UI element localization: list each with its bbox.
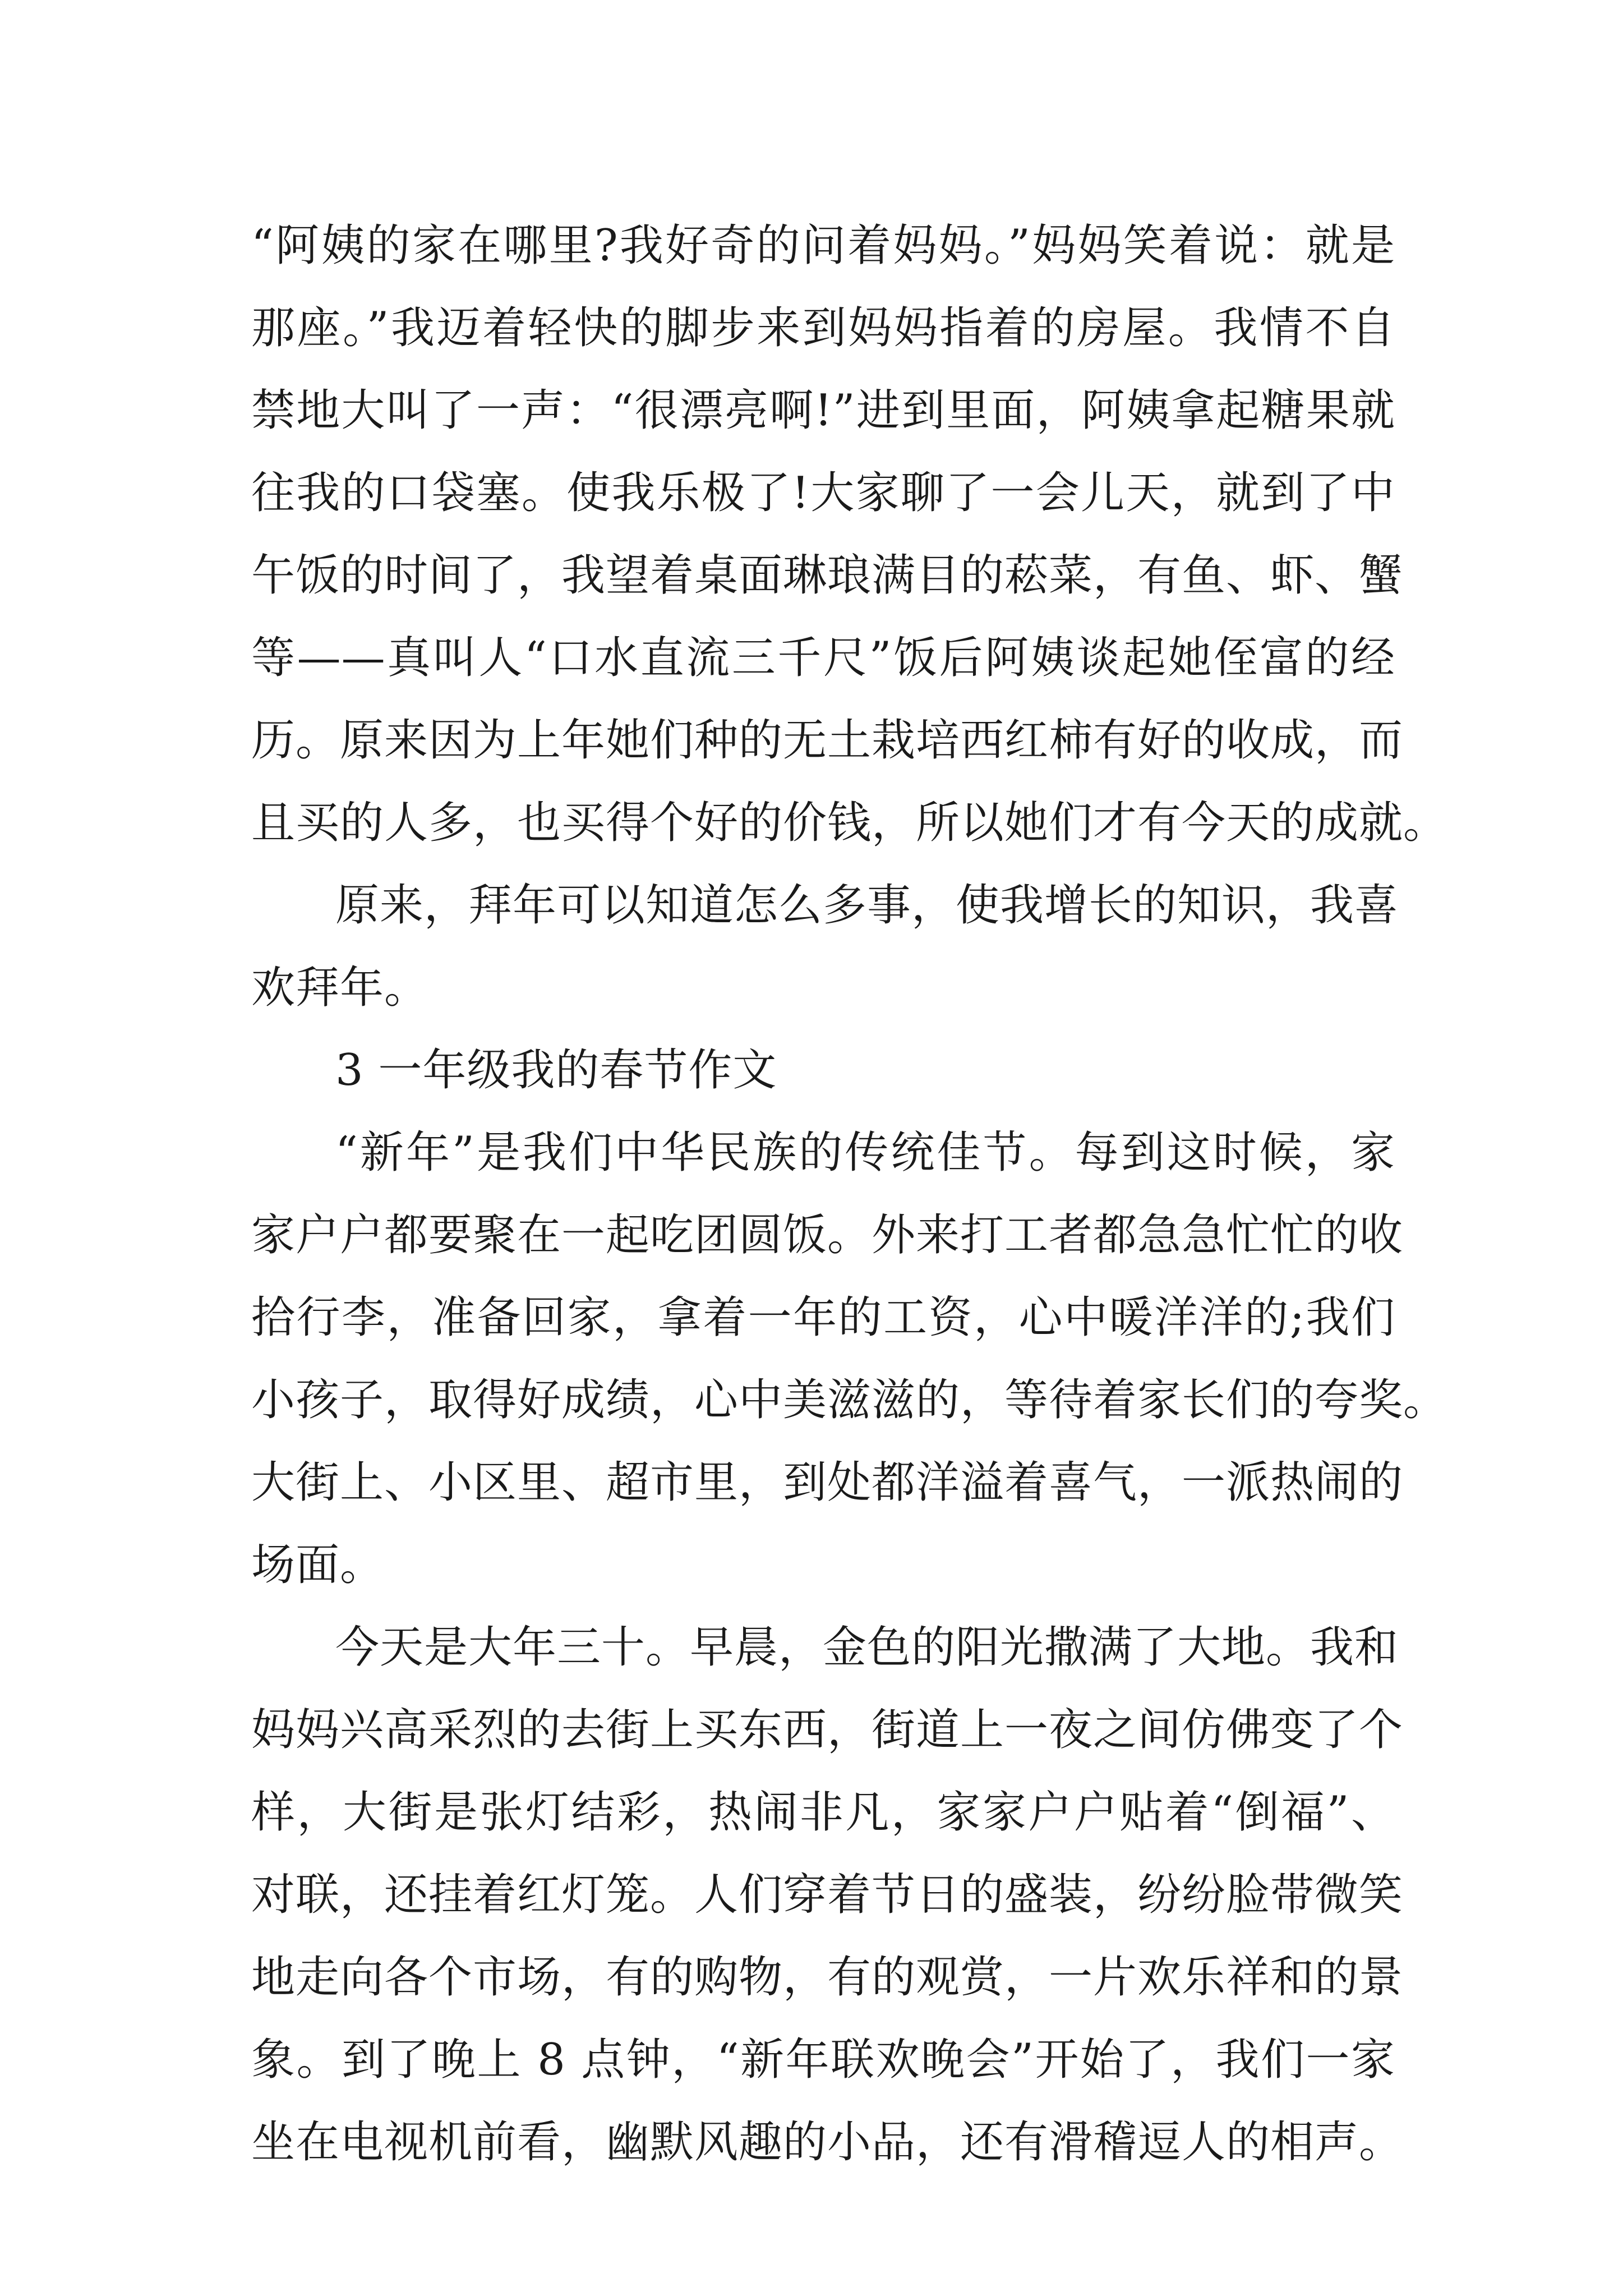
text-line: 场面。 (251, 1540, 385, 1590)
text-line: 样，大街是张灯结彩，热闹非凡，家家户户贴着“倒福”、 (251, 1787, 1395, 1838)
text-line: 欢拜年。 (251, 963, 429, 1013)
text-line: 且买的人多，也买得个好的价钱，所以她们才有今天的成就。 (251, 798, 1448, 848)
text-line: 往我的口袋塞。使我乐极了!大家聊了一会儿天，就到了中 (251, 468, 1395, 518)
text-line: 禁地大叫了一声：“很漂亮啊!”进到里面，阿姨拿起糖果就 (251, 385, 1395, 436)
text-line: 妈妈兴高采烈的去街上买东西，街道上一夜之间仿佛变了个 (251, 1705, 1404, 1755)
text-line: 拾行李，准备回家，拿着一年的工资，心中暖洋洋的;我们 (251, 1292, 1395, 1343)
paragraph-first-line: 原来，拜年可以知道怎么多事，使我增长的知识，我喜 (335, 880, 1399, 931)
text-line: 象。到了晚上 8 点钟，“新年联欢晚会”开始了，我们一家 (251, 2035, 1395, 2085)
text-line: 那座。”我迈着轻快的脚步来到妈妈指着的房屋。我情不自 (251, 303, 1395, 353)
text-line: 坐在电视机前看，幽默风趣的小品，还有滑稽逗人的相声。 (251, 2117, 1404, 2168)
section-heading: 3 一年级我的春节作文 (335, 1045, 777, 1096)
text-line: 小孩子，取得好成绩，心中美滋滋的，等待着家长们的夸奖。 (251, 1375, 1448, 1425)
text-line: 午饭的时间了，我望着桌面琳琅满目的菘菜，有鱼、虾、蟹 (251, 550, 1404, 601)
text-line: “阿姨的家在哪里?我好奇的问着妈妈。”妈妈笑着说：就是 (251, 220, 1395, 271)
paragraph-first-line: 今天是大年三十。早晨，金色的阳光撒满了大地。我和 (335, 1622, 1399, 1673)
text-line: 对联，还挂着红灯笼。人们穿着节日的盛装，纷纷脸带微笑 (251, 1870, 1404, 1920)
document-body (251, 205, 1448, 2184)
text-line: 历。原来因为上年她们种的无土栽培西红柿有好的收成，而 (251, 715, 1404, 766)
paragraph-first-line: “新年”是我们中华民族的传统佳节。每到这时候，家 (335, 1128, 1395, 1178)
text-line: 大街上、小区里、超市里，到处都洋溢着喜气，一派热闹的 (251, 1457, 1404, 1508)
text-line: 家户户都要聚在一起吃团圆饭。外来打工者都急急忙忙的收 (251, 1210, 1404, 1260)
text-line: 地走向各个市场，有的购物，有的观赏，一片欢乐祥和的景 (251, 1952, 1404, 2003)
text-line: 等——真叫人“口水直流三千尺”饭后阿姨谈起她侄富的经 (251, 633, 1395, 683)
